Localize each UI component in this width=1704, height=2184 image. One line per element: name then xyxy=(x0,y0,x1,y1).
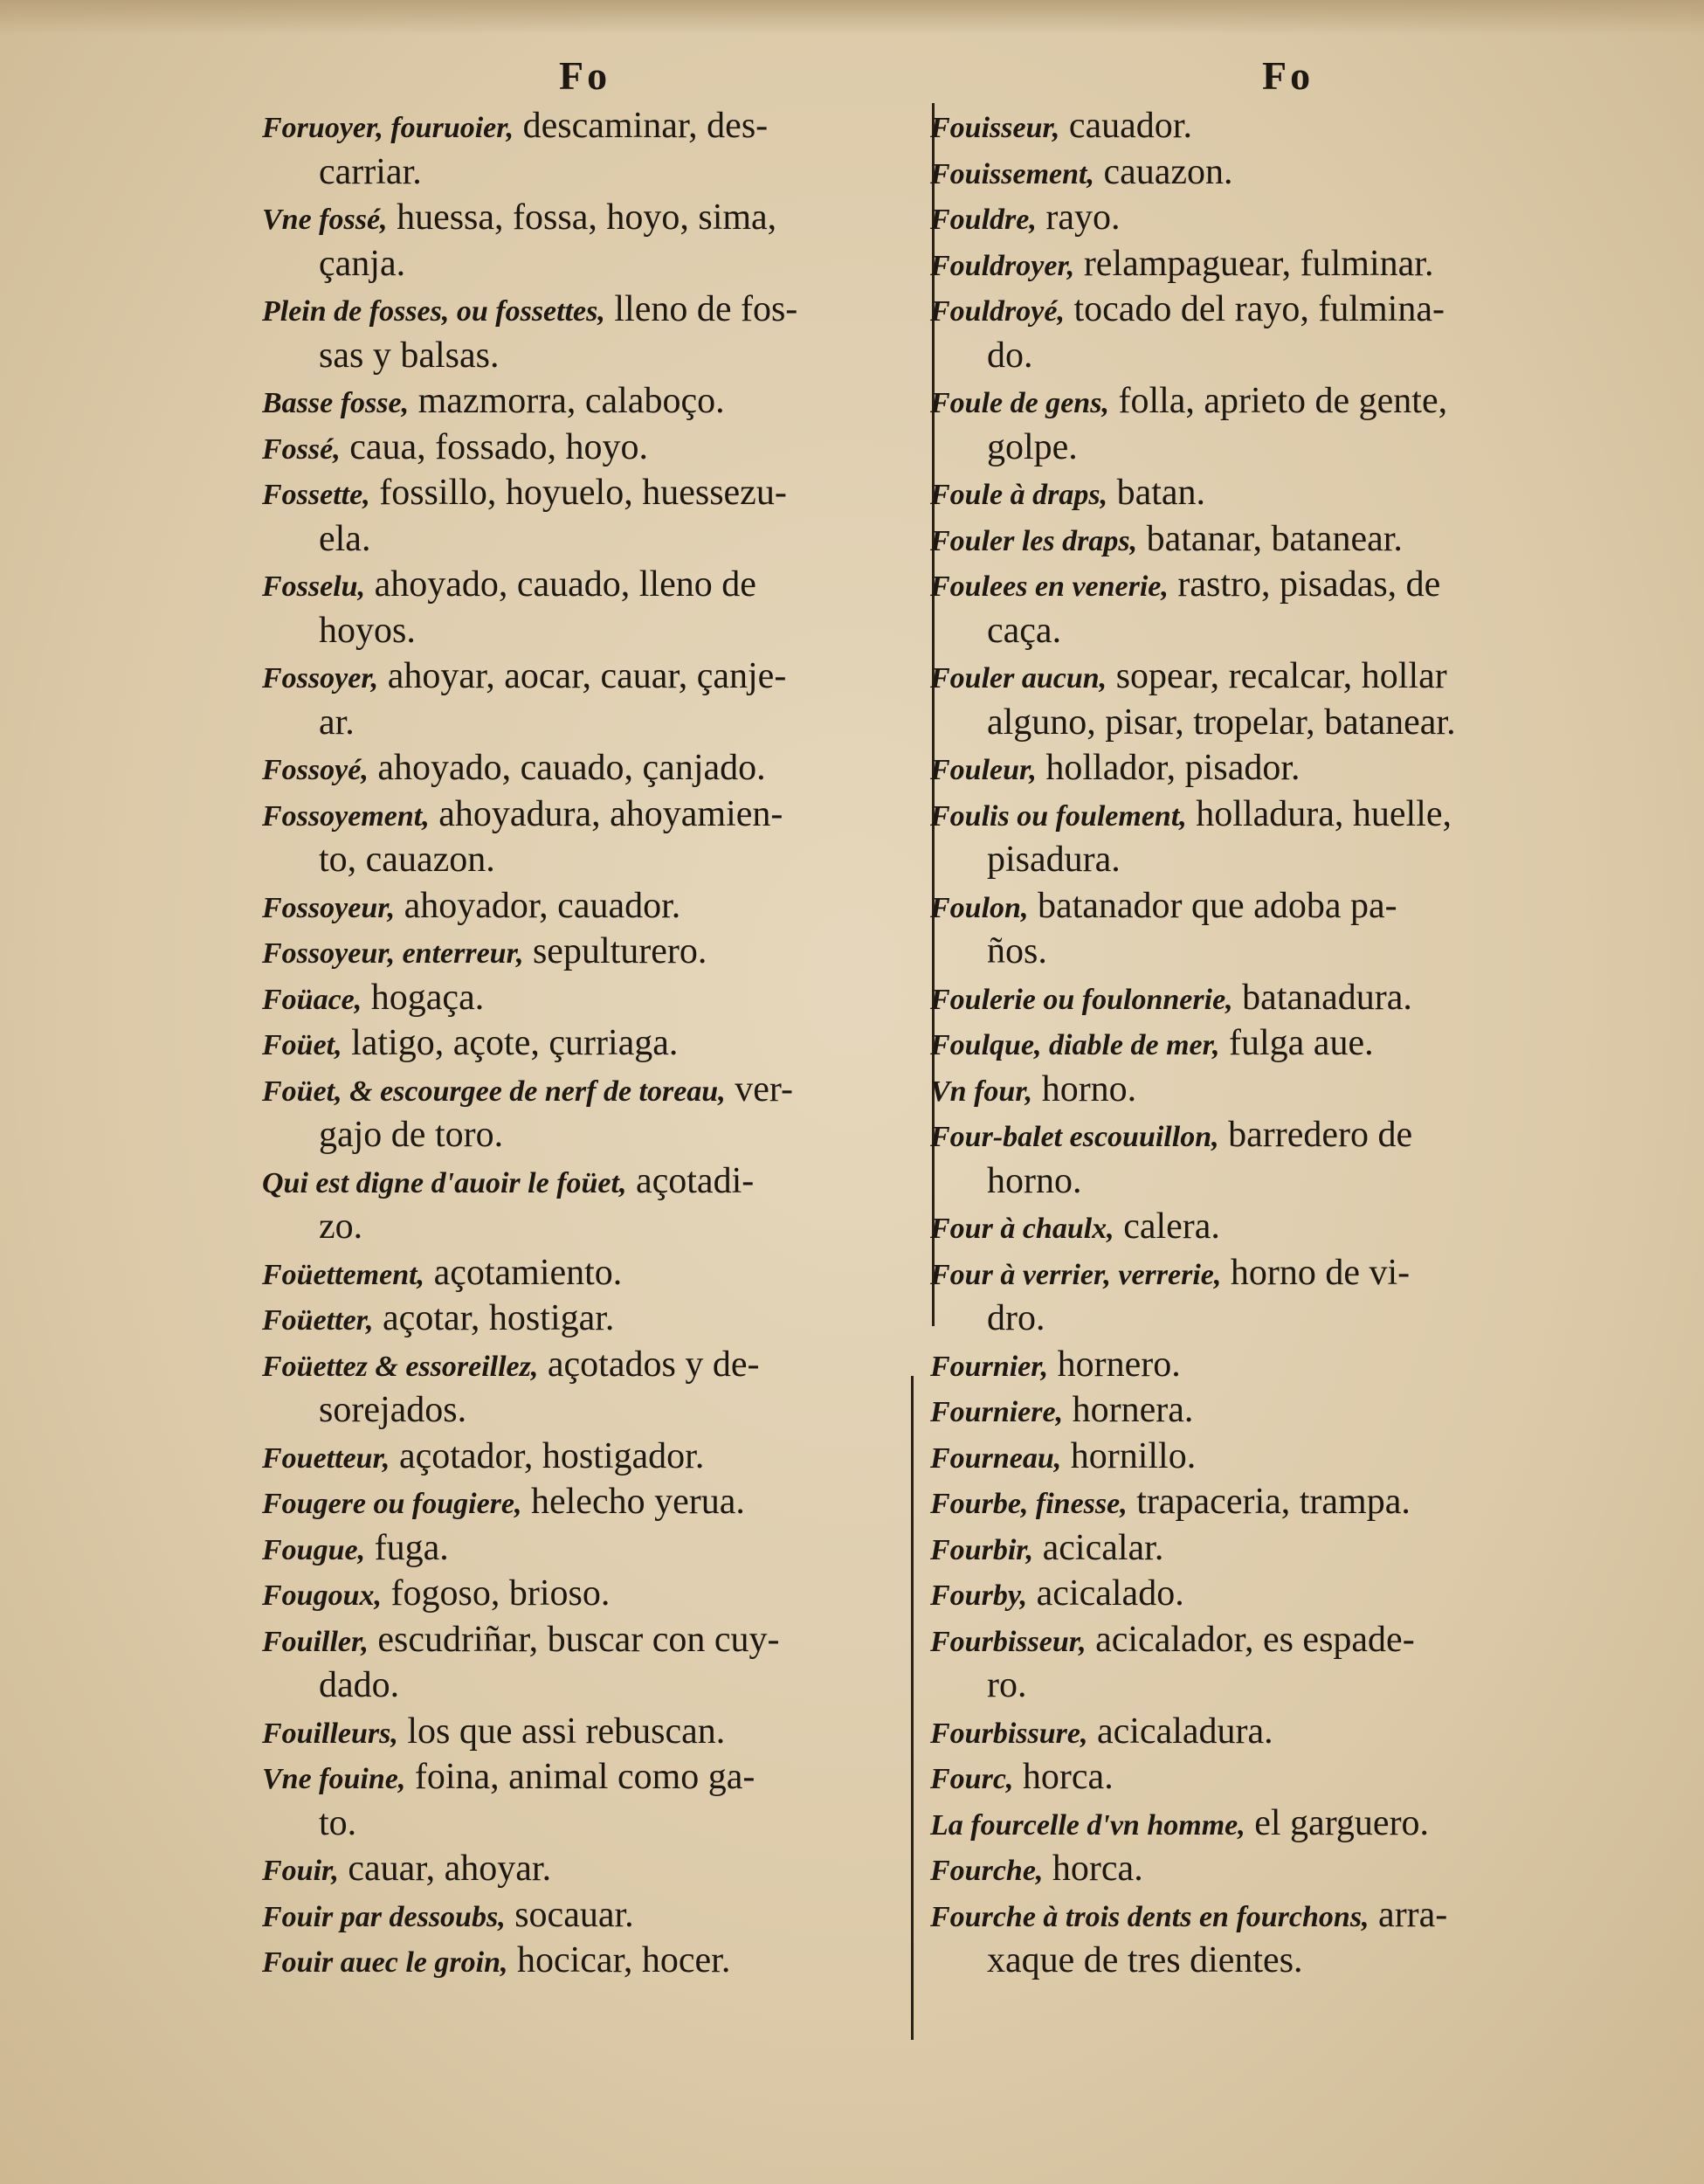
entry-definition: dado. xyxy=(319,1665,400,1705)
entry-definition: horca. xyxy=(1043,1849,1143,1889)
page-top-shadow xyxy=(0,0,1704,35)
entry-line xyxy=(262,1709,935,1755)
entry-definition: açotados y de- xyxy=(538,1344,760,1385)
entry-headword: Fourc, xyxy=(930,1763,1014,1795)
entry-line xyxy=(262,1434,935,1480)
entry-headword: Four-balet escouuillon, xyxy=(930,1121,1219,1153)
entry-headword: Basse fosse, xyxy=(262,387,410,419)
entry-line xyxy=(262,1296,935,1342)
entry-headword: Fourbir, xyxy=(930,1533,1034,1566)
entry-definition: açotador, hostigador. xyxy=(390,1435,705,1476)
entry-line xyxy=(930,562,1629,608)
entry-headword: Vne fouine, xyxy=(262,1763,406,1795)
entry-line xyxy=(930,516,1629,563)
entry-line xyxy=(930,378,1629,425)
entry-definition: dro. xyxy=(987,1298,1045,1338)
entry-line xyxy=(930,1020,1629,1067)
entry-headword: Fouissement, xyxy=(930,157,1094,190)
entry-line xyxy=(262,883,935,930)
entry-headword: Fourbissure, xyxy=(930,1717,1088,1750)
entry-line xyxy=(262,1754,935,1800)
entry-definition: batanadura. xyxy=(1232,977,1412,1018)
entry-definition: batan. xyxy=(1107,473,1206,513)
entry-definition: ar. xyxy=(319,702,355,743)
entry-definition: sopear, recalcar, hollar xyxy=(1107,656,1447,696)
entry-headword: Fourniere, xyxy=(930,1396,1064,1428)
entry-definition: alguno, pisar, tropelar, batanear. xyxy=(987,702,1456,743)
entry-line xyxy=(930,195,1629,241)
entry-line xyxy=(262,1617,935,1663)
entry-headword: Fouetteur, xyxy=(262,1441,390,1475)
entry-definition: batanar, batanear. xyxy=(1137,518,1403,559)
entry-line xyxy=(930,1342,1629,1388)
entry-definition: ahoyado, cauado, çanjado. xyxy=(368,748,766,788)
entry-headword: Fouler les draps, xyxy=(930,524,1138,557)
entry-definition: gajo de toro. xyxy=(319,1115,504,1155)
entry-definition: sepulturero. xyxy=(523,931,707,971)
entry-definition: los que assi rebuscan. xyxy=(397,1711,726,1752)
entry-definition: helecho yerua. xyxy=(521,1482,745,1522)
entry-headword: Foüettez & essoreillez, xyxy=(262,1350,539,1383)
entry-headword: Fourche, xyxy=(930,1855,1044,1887)
entry-line xyxy=(930,1617,1629,1663)
entry-line xyxy=(262,149,935,196)
entry-line xyxy=(930,1754,1629,1800)
entry-line xyxy=(262,195,935,241)
entry-headword: Foüetter, xyxy=(262,1304,374,1337)
entry-headword: Plein de fosses, ou fossettes, xyxy=(262,295,605,328)
entry-definition: escudriñar, buscar con cuy- xyxy=(368,1619,780,1660)
entry-headword: Fourbe, finesse, xyxy=(930,1488,1128,1520)
right-column xyxy=(930,103,1629,1984)
entry-line xyxy=(930,1204,1629,1250)
entry-line xyxy=(262,378,935,425)
entry-headword: Foüace, xyxy=(262,983,362,1016)
entry-line xyxy=(930,1479,1629,1525)
entry-line xyxy=(930,791,1629,838)
entry-definition: ños. xyxy=(987,931,1047,971)
entry-definition: hocicar, hocer. xyxy=(507,1940,731,1980)
entry-definition: horno. xyxy=(987,1160,1082,1201)
entry-line xyxy=(262,1571,935,1617)
entry-headword: Foüet, xyxy=(262,1029,342,1061)
entry-headword: Foüet, & escourgee de nerf de toreau, xyxy=(262,1075,726,1108)
entry-headword: Fourbisseur, xyxy=(930,1625,1087,1658)
entry-headword: Fourche à trois dents en fourchons, xyxy=(930,1900,1369,1933)
entry-definition: rastro, pisadas, de xyxy=(1168,564,1441,605)
entry-definition: fuga. xyxy=(365,1527,449,1568)
left-column xyxy=(262,103,935,1984)
entry-line xyxy=(930,975,1629,1021)
entry-line xyxy=(262,1250,935,1296)
entry-definition: batanador que adoba pa- xyxy=(1028,885,1397,926)
entry-line xyxy=(930,103,1629,149)
entry-definition: sorejados. xyxy=(319,1390,467,1430)
entry-definition: caça. xyxy=(987,610,1062,651)
entry-line xyxy=(262,1800,935,1847)
entry-definition: rayo. xyxy=(1036,197,1121,238)
entry-definition: fogoso, brioso. xyxy=(382,1573,611,1614)
entry-line xyxy=(930,653,1629,700)
entry-line xyxy=(262,103,935,149)
entry-headword: Foule de gens, xyxy=(930,387,1109,419)
entry-definition: do. xyxy=(987,335,1033,376)
right-running-header: Fo xyxy=(1262,53,1314,98)
entry-line xyxy=(930,241,1629,287)
entry-definition: acicaladura. xyxy=(1087,1711,1273,1752)
entry-definition: socauar. xyxy=(505,1894,634,1935)
entry-definition: fossillo, hoyuelo, huessezu- xyxy=(369,473,787,513)
entry-line xyxy=(262,1158,935,1205)
entry-line xyxy=(930,287,1629,333)
entry-headword: Fouir par dessoubs, xyxy=(262,1900,506,1933)
entry-line xyxy=(930,1938,1629,1984)
entry-definition: folla, aprieto de gente, xyxy=(1108,381,1448,421)
entry-headword: Vne fossé, xyxy=(262,204,388,236)
entry-definition: fulga aue. xyxy=(1219,1023,1374,1063)
entry-headword: Fossoyer, xyxy=(262,662,379,695)
entry-line xyxy=(262,333,935,379)
entry-definition: hollador, pisador. xyxy=(1036,748,1300,788)
entry-headword: Foulees en venerie, xyxy=(930,570,1169,603)
entry-headword: Fouleur, xyxy=(930,754,1037,786)
entry-definition: to. xyxy=(319,1802,357,1843)
entry-line xyxy=(262,745,935,791)
entry-definition: ela. xyxy=(319,518,371,559)
entry-headword: Fouir, xyxy=(262,1855,339,1887)
entry-definition: cauazon. xyxy=(1093,151,1233,192)
entry-definition: golpe. xyxy=(987,426,1078,467)
entry-headword: Fossoyeur, xyxy=(262,891,396,924)
entry-line xyxy=(262,608,935,654)
entry-line xyxy=(930,1709,1629,1755)
entry-headword: Fouiller, xyxy=(262,1625,369,1658)
entry-line xyxy=(930,1250,1629,1296)
entry-definition: acicalador, es espade- xyxy=(1086,1619,1415,1660)
entry-headword: Qui est digne d'auoir le foüet, xyxy=(262,1166,627,1199)
entry-line xyxy=(930,837,1629,883)
entry-definition: trapaceria, trampa. xyxy=(1127,1482,1411,1522)
entry-definition: hornero. xyxy=(1048,1344,1181,1385)
entry-line xyxy=(930,700,1629,746)
entry-headword: Four à verrier, verrerie, xyxy=(930,1258,1222,1291)
entry-headword: Fosselu, xyxy=(262,570,366,603)
entry-headword: Fournier, xyxy=(930,1350,1049,1383)
entry-definition: holladura, huelle, xyxy=(1186,793,1452,834)
entry-definition: hoyos. xyxy=(319,610,416,651)
entry-line xyxy=(262,1525,935,1572)
entry-definition: latigo, açote, çurriaga. xyxy=(341,1023,679,1063)
entry-headword: Fossette, xyxy=(262,479,370,511)
entry-line xyxy=(930,425,1629,471)
entry-headword: Foulon, xyxy=(930,891,1029,924)
left-running-header: Fo xyxy=(559,53,611,98)
entry-line xyxy=(930,1158,1629,1205)
entry-headword: Vn four, xyxy=(930,1075,1033,1108)
entry-definition: hogaça. xyxy=(362,977,485,1018)
entry-line xyxy=(262,1938,935,1984)
entry-line xyxy=(262,791,935,838)
entry-line xyxy=(262,1846,935,1892)
entry-line xyxy=(930,1571,1629,1617)
entry-definition: arra- xyxy=(1369,1894,1448,1935)
entry-line xyxy=(262,516,935,563)
entry-line xyxy=(262,837,935,883)
entry-headword: Foulis ou foulement, xyxy=(930,799,1187,833)
entry-line xyxy=(262,241,935,287)
entry-line xyxy=(930,1387,1629,1434)
entry-headword: Fouilleurs, xyxy=(262,1717,398,1750)
entry-definition: ahoyar, aocar, cauar, çanje- xyxy=(378,656,787,696)
entry-headword: Fossoyeur, enterreur, xyxy=(262,937,524,970)
entry-definition: cauar, ahoyar. xyxy=(338,1849,552,1889)
entry-line xyxy=(262,1204,935,1250)
entry-definition: cauador. xyxy=(1059,106,1192,146)
entry-definition: açotadi- xyxy=(626,1160,755,1201)
entry-definition: hornera. xyxy=(1063,1390,1194,1430)
entry-definition: caua, fossado, hoyo. xyxy=(340,426,648,467)
entry-headword: Fossoyé, xyxy=(262,754,369,786)
entry-headword: Foulque, diable de mer, xyxy=(930,1029,1220,1061)
entry-line xyxy=(262,1479,935,1525)
entry-definition: horno de vi- xyxy=(1221,1252,1411,1293)
entry-definition: xaque de tres dientes. xyxy=(987,1940,1303,1980)
entry-definition: zo. xyxy=(319,1206,363,1247)
entry-headword: La fourcelle d'vn homme, xyxy=(930,1808,1245,1842)
entry-definition: pisadura. xyxy=(987,840,1121,880)
entry-headword: Fouldroyé, xyxy=(930,295,1065,328)
entry-definition: relampaguear, fulminar. xyxy=(1074,243,1434,284)
entry-headword: Fouldre, xyxy=(930,204,1037,236)
entry-line xyxy=(930,1525,1629,1572)
entry-line xyxy=(930,1296,1629,1342)
entry-definition: huessa, fossa, hoyo, sima, xyxy=(387,197,777,238)
entry-line xyxy=(262,470,935,516)
entry-definition: foina, animal como ga- xyxy=(405,1757,755,1797)
entry-line xyxy=(930,1112,1629,1158)
entry-definition: horno. xyxy=(1032,1068,1137,1109)
entry-definition: horca. xyxy=(1013,1757,1114,1797)
entry-line xyxy=(930,1892,1629,1939)
entry-line xyxy=(930,149,1629,196)
entry-line xyxy=(262,1020,935,1067)
entry-definition: tocado del rayo, fulmina- xyxy=(1064,289,1445,329)
entry-headword: Fouler aucun, xyxy=(930,662,1107,695)
entry-headword: Foruoyer, fouruoier, xyxy=(262,112,514,144)
entry-headword: Fossoyement, xyxy=(262,799,430,833)
entry-line xyxy=(930,1434,1629,1480)
entry-definition: acicalado. xyxy=(1027,1573,1184,1614)
entry-headword: Fouldroyer, xyxy=(930,249,1075,282)
entry-definition: ahoyador, cauador. xyxy=(395,885,681,926)
entry-line xyxy=(930,470,1629,516)
entry-headword: Fouir auec le groin, xyxy=(262,1946,508,1979)
entry-line xyxy=(262,1342,935,1388)
entry-definition: el garguero. xyxy=(1245,1802,1430,1843)
entry-definition: ahoyadura, ahoyamien- xyxy=(429,793,783,834)
entry-headword: Fourneau, xyxy=(930,1441,1062,1475)
entry-headword: Foüettement, xyxy=(262,1258,425,1291)
entry-line xyxy=(262,929,935,975)
entry-line xyxy=(930,1067,1629,1113)
entry-definition: ahoyado, cauado, lleno de xyxy=(365,564,756,605)
entry-headword: Foulerie ou foulonnerie, xyxy=(930,983,1233,1016)
entry-definition: açotamiento. xyxy=(424,1252,623,1293)
entry-headword: Fouisseur, xyxy=(930,112,1060,144)
entry-headword: Fougue, xyxy=(262,1533,366,1566)
entry-line xyxy=(262,425,935,471)
entry-line xyxy=(930,1662,1629,1709)
entry-line xyxy=(930,333,1629,379)
entry-headword: Fougoux, xyxy=(262,1579,382,1612)
entry-definition: çanja. xyxy=(319,243,406,284)
entry-definition: ro. xyxy=(987,1665,1027,1705)
entry-definition: lleno de fos- xyxy=(604,289,798,329)
entry-line xyxy=(262,1112,935,1158)
entry-line xyxy=(262,287,935,333)
entry-definition: to, cauazon. xyxy=(319,840,495,880)
entry-headword: Fougere ou fougiere, xyxy=(262,1488,522,1520)
entry-definition: calera. xyxy=(1114,1206,1220,1247)
entry-line xyxy=(262,653,935,700)
entry-definition: acicalar. xyxy=(1033,1527,1164,1568)
entry-line xyxy=(262,1067,935,1113)
entry-line xyxy=(930,883,1629,930)
entry-definition: carriar. xyxy=(319,151,422,192)
entry-definition: sas y balsas. xyxy=(319,335,500,376)
entry-line xyxy=(930,1846,1629,1892)
entry-line xyxy=(262,1387,935,1434)
entry-line xyxy=(262,975,935,1021)
entry-line xyxy=(930,608,1629,654)
entry-definition: açotar, hostigar. xyxy=(373,1298,615,1338)
entry-line xyxy=(262,562,935,608)
entry-headword: Four à chaulx, xyxy=(930,1213,1114,1245)
entry-line xyxy=(262,700,935,746)
entry-definition: barredero de xyxy=(1218,1115,1413,1155)
entry-line xyxy=(930,745,1629,791)
entry-line xyxy=(930,929,1629,975)
entry-definition: hornillo. xyxy=(1061,1435,1197,1476)
entry-line xyxy=(262,1892,935,1939)
entry-definition: ver- xyxy=(725,1068,793,1109)
entry-headword: Foule à draps, xyxy=(930,479,1108,511)
entry-headword: Fossé, xyxy=(262,432,341,466)
entry-line xyxy=(262,1662,935,1709)
entry-definition: descaminar, des- xyxy=(514,106,769,146)
entry-definition: mazmorra, calaboço. xyxy=(409,381,725,421)
entry-line xyxy=(930,1800,1629,1847)
entry-headword: Fourby, xyxy=(930,1579,1028,1612)
